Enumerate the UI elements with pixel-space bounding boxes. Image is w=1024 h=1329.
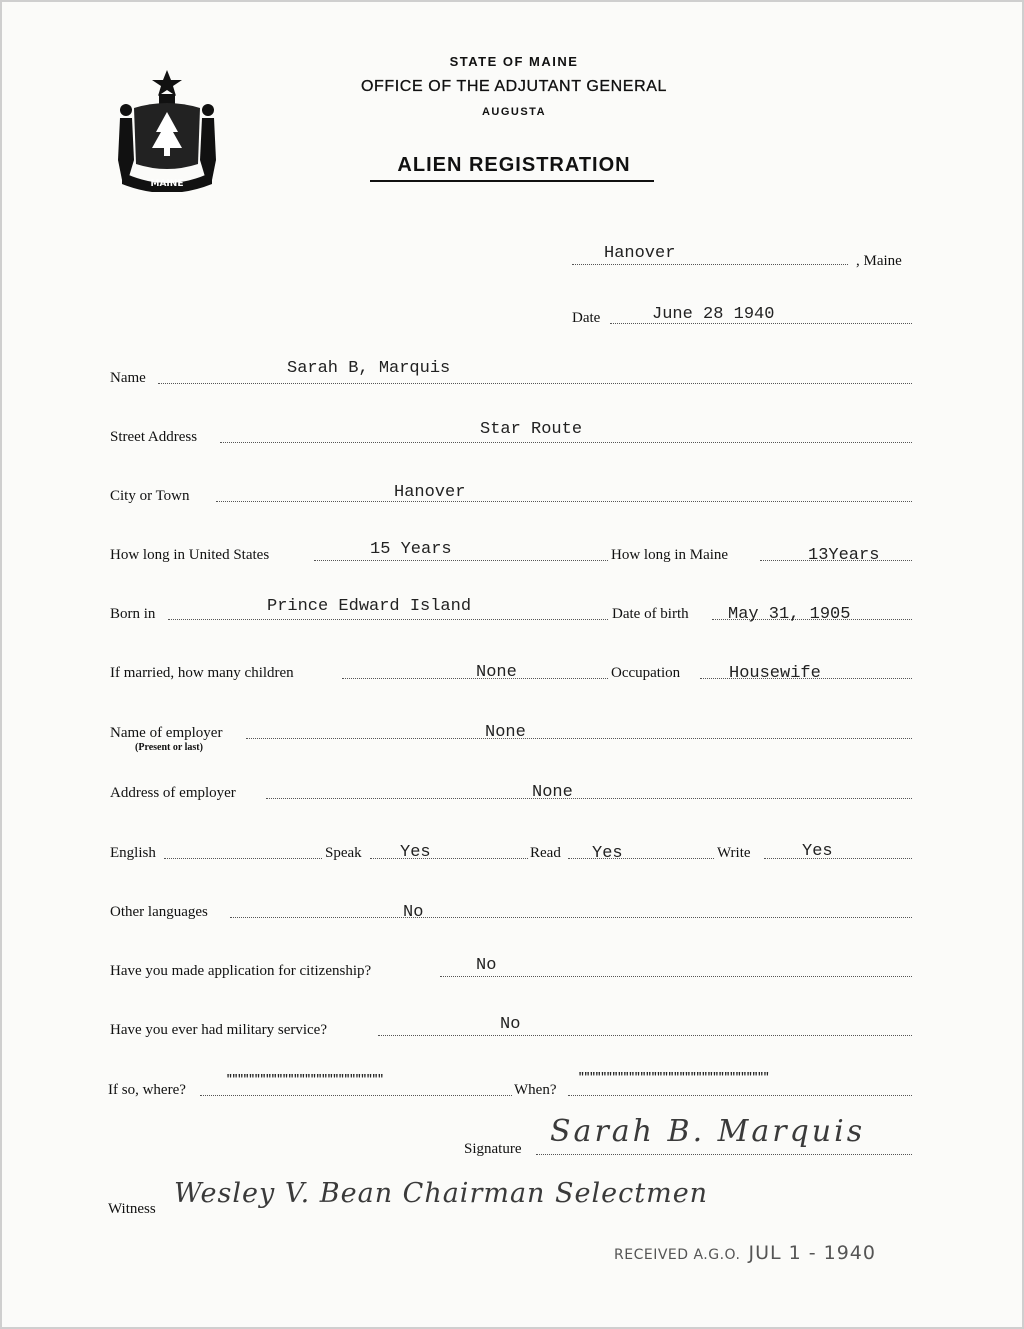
write-value: Yes — [802, 842, 833, 861]
speak-line — [370, 858, 528, 859]
occupation-value: Housewife — [729, 664, 821, 683]
employer-address-line — [266, 798, 912, 799]
how-long-us-value: 15 Years — [370, 540, 452, 559]
when-line — [568, 1095, 912, 1096]
other-languages-line — [230, 917, 912, 918]
employer-name-sublabel: (Present or last) — [135, 742, 203, 753]
date-of-birth-label: Date of birth — [612, 606, 689, 622]
children-value: None — [476, 663, 517, 682]
military-label: Have you ever had military service? — [110, 1022, 327, 1038]
city-town-line — [216, 501, 912, 502]
read-label: Read — [530, 845, 561, 861]
employer-address-value: None — [532, 783, 573, 802]
born-in-line — [168, 619, 608, 620]
occupation-label: Occupation — [611, 665, 681, 681]
received-stamp-text: RECEIVED A.G.O. — [614, 1247, 741, 1263]
employer-name-line — [246, 738, 912, 739]
date-value: June 28 1940 — [652, 305, 775, 324]
state-label: , Maine — [856, 253, 902, 269]
write-label: Write — [717, 845, 751, 861]
seal-banner-text: MAINE — [150, 179, 184, 189]
name-line — [158, 383, 912, 384]
read-value: Yes — [592, 844, 623, 863]
where-label: If so, where? — [108, 1082, 186, 1098]
citizenship-line — [440, 976, 912, 977]
where-line — [200, 1095, 512, 1096]
children-line — [342, 678, 608, 679]
military-line — [378, 1035, 912, 1036]
street-address-line — [220, 442, 912, 443]
how-long-us-line — [314, 560, 608, 561]
english-line — [164, 858, 322, 859]
speak-value: Yes — [400, 843, 431, 862]
employer-name-value: None — [485, 723, 526, 742]
title-underline — [370, 180, 654, 182]
military-value: No — [500, 1015, 521, 1034]
employer-name-label: Name of employer — [110, 725, 223, 741]
city-town-value: Hanover — [394, 483, 466, 502]
signature-value: Sarah B. Marquis — [550, 1114, 866, 1149]
employer-address-label: Address of employer — [110, 785, 236, 801]
other-languages-value: No — [403, 903, 424, 922]
when-label: When? — [514, 1082, 557, 1098]
how-long-us-label: How long in United States — [110, 547, 270, 563]
born-in-label: Born in — [110, 606, 156, 622]
where-value: """""""""""""""""""""""""""" — [226, 1074, 383, 1086]
witness-value: Wesley V. Bean Chairman Selectmen — [174, 1178, 709, 1209]
name-value: Sarah B, Marquis — [287, 359, 451, 378]
received-stamp-date: JUL 1 - 1940 — [748, 1242, 876, 1264]
town-value: Hanover — [604, 244, 676, 263]
citizenship-label: Have you made application for citizenship? — [110, 963, 372, 979]
street-address-label: Street Address — [110, 429, 198, 445]
read-line — [568, 858, 714, 859]
signature-line — [536, 1154, 912, 1155]
when-value: """""""""""""""""""""""""""""""""" — [578, 1072, 769, 1084]
date-of-birth-value: May 31, 1905 — [728, 605, 851, 624]
received-stamp — [614, 1242, 876, 1264]
town-line — [572, 264, 848, 265]
date-label: Date — [572, 310, 601, 326]
signature-label: Signature — [464, 1141, 522, 1157]
city-town-label: City or Town — [110, 488, 190, 504]
write-line — [764, 858, 912, 859]
form-title: ALIEN REGISTRATION — [397, 154, 631, 176]
office-heading: OFFICE OF THE ADJUTANT GENERAL — [360, 78, 668, 95]
how-long-maine-value: 13Years — [808, 546, 880, 565]
children-label: If married, how many children — [110, 665, 294, 681]
city-heading: AUGUSTA — [481, 106, 547, 118]
name-label: Name — [110, 370, 146, 386]
street-address-value: Star Route — [480, 420, 583, 439]
speak-label: Speak — [325, 845, 362, 861]
english-label: English — [110, 845, 156, 861]
other-languages-label: Other languages — [110, 904, 208, 920]
born-in-value: Prince Edward Island — [267, 597, 472, 616]
state-heading: STATE OF MAINE — [449, 54, 579, 69]
how-long-maine-label: How long in Maine — [611, 547, 729, 563]
citizenship-value: No — [476, 956, 497, 975]
witness-label: Witness — [108, 1201, 156, 1217]
